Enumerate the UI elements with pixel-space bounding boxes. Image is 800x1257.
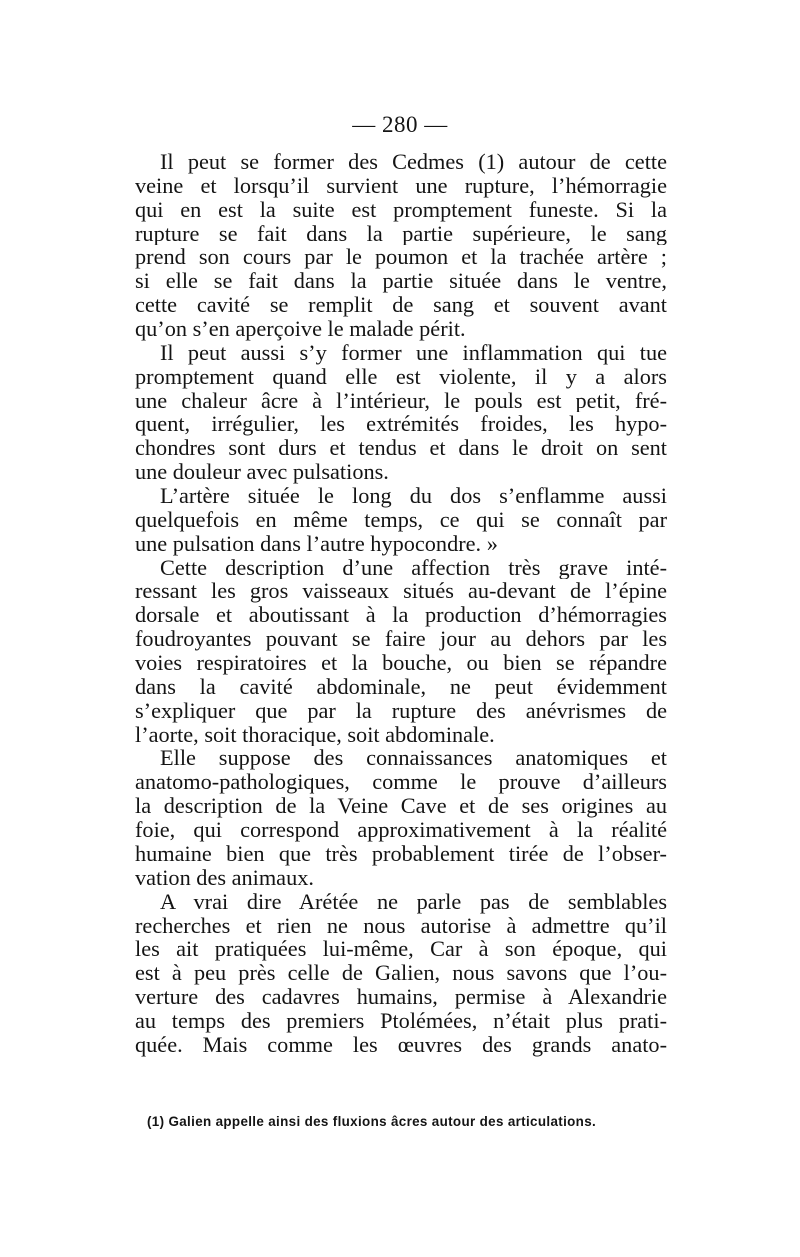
text-line: prend son cours par le poumon et la trachée artère ;: [135, 245, 667, 270]
text-line: foie, qui correspond approximativement à la réalité: [135, 818, 667, 842]
text-line: est à peu près celle de Galien, nous savons que l’ou-: [135, 961, 667, 986]
text-line: une douleur avec pulsations.: [135, 460, 389, 485]
text-line: humaine bien que très probablement tirée de l’obser-: [135, 841, 667, 866]
text-line: anatomo-pathologiques, comme le prouve d’ailleurs: [135, 770, 667, 795]
text-line: les ait pratiquées lui-même, Car à son époque, qui: [135, 937, 667, 962]
text-line: foudroyantes pouvant se faire jour au dehors par les: [135, 627, 667, 652]
text-line: Il peut se former des Cedmes (1) autour de cette: [160, 150, 667, 174]
text-line: Elle suppose des connaissances anatomiques et: [160, 746, 667, 771]
text-line: si elle se fait dans la partie située dans le ventre,: [135, 269, 667, 294]
text-line: quelquefois en même temps, ce qui se connaît par: [135, 507, 667, 532]
paragraph: [135, 746, 667, 889]
text-line: veine et lorsqu’il survient une rupture, l’hémorragie: [135, 173, 667, 198]
text-line: quée. Mais comme les œuvres des grands anato-: [135, 1032, 667, 1057]
paragraph: [135, 484, 667, 556]
text-line: chondres sont durs et tendus et dans le droit on sent: [135, 436, 667, 461]
text-line: verture des cadavres humains, permise à Alexandrie: [135, 985, 667, 1009]
text-line: Il peut aussi s’y former une inflammation qui tue: [160, 340, 667, 365]
text-line: Cette description d’une affection très grave inté-: [160, 555, 667, 580]
text-line: dorsale et aboutissant à la production d’hémorragies: [135, 603, 667, 628]
text-line: quent, irrégulier, les extrémités froides, les hypo-: [135, 412, 667, 437]
paragraph: [135, 150, 667, 341]
page-number: — 280 —: [352, 112, 448, 137]
text-line: dans la cavité abdominale, ne peut évidemment: [135, 674, 667, 699]
text-line: s’expliquer que par la rupture des anévrismes de: [135, 698, 667, 723]
text-line: l’aorte, soit thoracique, soit abdominale.: [135, 722, 495, 747]
text-line: qu’on s’en aperçoive le malade périt.: [135, 317, 466, 341]
text-line: voies respiratoires et la bouche, ou bien se répandre: [135, 651, 667, 675]
text-line: ressant les gros vaisseaux situés au-devant de l’épine: [135, 579, 667, 604]
text-line: une chaleur âcre à l’intérieur, le pouls est petit, fré-: [135, 388, 667, 413]
text-line: rupture se fait dans la partie supérieure, le sang: [135, 221, 667, 246]
text-line: L’artère située le long du dos s’enflamme aussi: [160, 484, 667, 508]
text-line: promptement quand elle est violente, il y a alors: [135, 364, 667, 389]
text-line: cette cavité se remplit de sang et souvent avant: [135, 293, 667, 318]
paragraph: [135, 341, 667, 484]
paragraph: [135, 556, 667, 747]
text-line: A vrai dire Arétée ne parle pas de semblables: [160, 889, 667, 914]
paragraph: [135, 890, 667, 1057]
text-line: la description de la Veine Cave et de ses origines au: [135, 794, 667, 819]
text-line: vation des animaux.: [135, 865, 314, 890]
text-line: au temps des premiers Ptolémées, n’était plus prati-: [135, 1008, 667, 1033]
body-text: [135, 150, 667, 1057]
text-line: une pulsation dans l’autre hypocondre. »: [135, 531, 498, 556]
footnote: (1) Galien appelle ainsi des fluxions âcres autour des articulations.: [147, 1114, 597, 1129]
text-line: recherches et rien ne nous autorise à admettre qu’il: [135, 913, 667, 938]
text-line: qui en est la suite est promptement funeste. Si la: [135, 197, 667, 222]
